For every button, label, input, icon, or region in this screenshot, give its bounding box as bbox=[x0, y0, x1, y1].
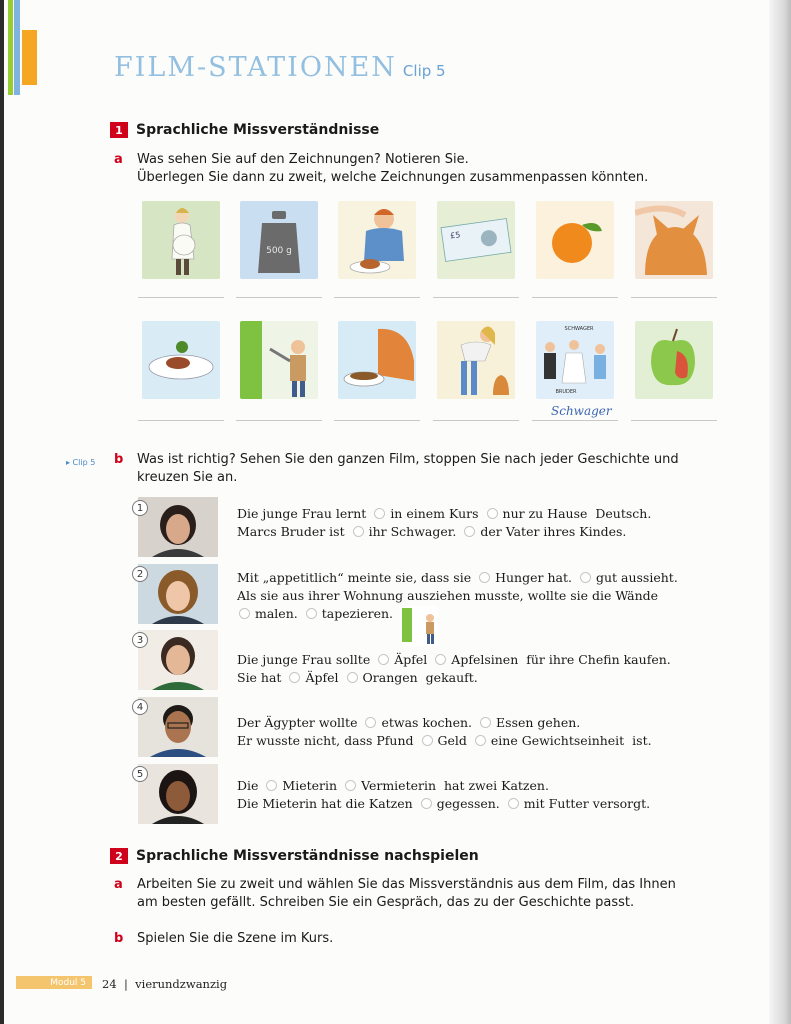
story-1-sentence-2 bbox=[237, 523, 651, 541]
handwritten-answer: Schwager bbox=[551, 404, 612, 418]
story-3-option-3: Äpfel bbox=[305, 670, 339, 685]
mini-painting-illustration bbox=[402, 606, 438, 646]
story-4-checkbox-2[interactable] bbox=[480, 717, 491, 728]
page-number: 24 bbox=[102, 977, 117, 991]
answer-line-7[interactable] bbox=[138, 420, 224, 421]
story-5-option-4: mit Futter versorgt. bbox=[523, 796, 651, 811]
page-footer bbox=[102, 977, 227, 991]
page-edge-shadow bbox=[769, 0, 791, 1024]
story-4-text-2: Er wusste nicht, dass Pfund bbox=[237, 733, 414, 748]
story-1-checkbox-3[interactable] bbox=[353, 526, 364, 537]
avatar-story-5 bbox=[138, 764, 218, 824]
section-1-title: Sprachliche Missverständnisse bbox=[136, 122, 380, 138]
answer-line-3[interactable] bbox=[334, 297, 420, 298]
story-1-option-1: in einem Kurs bbox=[390, 506, 479, 521]
section-2-number: 2 bbox=[110, 848, 128, 864]
binding-edge bbox=[0, 0, 4, 1024]
picture-man-painting-wall bbox=[240, 321, 318, 399]
task-1b-line-2: kreuzen Sie an. bbox=[137, 470, 238, 485]
story-5-checkbox-4[interactable] bbox=[508, 798, 519, 809]
story-2-option-2: gut aussieht. bbox=[595, 570, 678, 585]
task-1b-line-1: Was ist richtig? Sehen Sie den ganzen Film, stoppen Sie nach jeder Geschichte und bbox=[137, 452, 679, 467]
story-3-checkbox-3[interactable] bbox=[289, 672, 300, 683]
section-2-title: Sprachliche Missverständnisse nachspielen bbox=[136, 848, 479, 864]
task-2b-instructions bbox=[137, 930, 333, 948]
picture-woman-feeding-cat bbox=[437, 321, 515, 399]
answer-line-12[interactable] bbox=[631, 420, 717, 421]
picture-cat-food-bowl bbox=[338, 321, 416, 399]
story-1-option-3: ihr Schwager. bbox=[368, 524, 457, 539]
story-2-checkbox-3[interactable] bbox=[239, 608, 250, 619]
story-5-checkbox-2[interactable] bbox=[345, 780, 356, 791]
story-5-text-1-end: hat zwei Katzen. bbox=[443, 778, 549, 793]
story-2-option-3: malen. bbox=[255, 606, 298, 621]
story-1-checkbox-1[interactable] bbox=[374, 508, 385, 519]
section-1-header bbox=[110, 122, 379, 138]
task-1b-instructions bbox=[137, 451, 679, 487]
story-3-text-2: Sie hat bbox=[237, 670, 282, 685]
story-3-sentence-2 bbox=[237, 669, 671, 687]
story-1-text-2: Marcs Bruder ist bbox=[237, 524, 345, 539]
picture-weight bbox=[240, 201, 318, 279]
story-5-number: 5 bbox=[132, 766, 148, 782]
task-2a-line-2: am besten gefällt. Schreiben Sie ein Gespräch, das zu der Geschichte passt. bbox=[137, 895, 635, 910]
story-3-checkbox-1[interactable] bbox=[378, 654, 389, 665]
section-1-number: 1 bbox=[110, 122, 128, 138]
story-3-checkbox-2[interactable] bbox=[435, 654, 446, 665]
story-1-sentence-1 bbox=[237, 505, 651, 523]
picture-orange bbox=[536, 201, 614, 279]
story-3-text-2-end: gekauft. bbox=[425, 670, 478, 685]
story-1-checkbox-2[interactable] bbox=[487, 508, 498, 519]
story-5-sentence-2 bbox=[237, 795, 650, 813]
story-3-option-1: Äpfel bbox=[394, 652, 428, 667]
task-1a-line-1: Was sehen Sie auf den Zeichnungen? Notieren Sie. bbox=[137, 152, 469, 167]
story-1-text-1-end: Deutsch. bbox=[595, 506, 652, 521]
clip-reference[interactable]: ▸ Clip 5 bbox=[66, 458, 96, 467]
task-1b-letter: b bbox=[114, 452, 124, 467]
story-3-option-4: Orangen bbox=[362, 670, 418, 685]
picture-pregnant-woman bbox=[142, 201, 220, 279]
sign-top-label: SCHWAGER bbox=[564, 326, 594, 332]
clip-label: Clip 5 bbox=[402, 62, 446, 80]
story-1-checkbox-4[interactable] bbox=[464, 526, 475, 537]
page-title bbox=[114, 52, 446, 83]
page-separator: | bbox=[123, 977, 128, 991]
story-4-option-1: etwas kochen. bbox=[381, 715, 473, 730]
story-4-text-1: Der Ägypter wollte bbox=[237, 715, 358, 730]
task-1a-letter: a bbox=[114, 152, 123, 167]
tab-strip-green bbox=[8, 0, 13, 95]
picture-apple bbox=[635, 321, 713, 399]
story-1-option-2: nur zu Hause bbox=[502, 506, 588, 521]
story-1-option-4: der Vater ihres Kindes. bbox=[480, 524, 627, 539]
module-tag: Modul 5 bbox=[16, 976, 92, 989]
story-1-text-1: Die junge Frau lernt bbox=[237, 506, 367, 521]
answer-line-6[interactable] bbox=[631, 297, 717, 298]
page-number-word: vierundzwanzig bbox=[135, 977, 228, 991]
story-4-checkbox-3[interactable] bbox=[422, 735, 433, 746]
task-2b-letter: b bbox=[114, 931, 124, 946]
story-5-option-3: gegessen. bbox=[436, 796, 500, 811]
story-2-checkbox-1[interactable] bbox=[479, 572, 490, 583]
sign-bottom-label: BRUDER bbox=[555, 389, 577, 395]
weight-label: 500 g bbox=[266, 246, 292, 256]
story-5-text-1: Die bbox=[237, 778, 259, 793]
story-5-sentence-1 bbox=[237, 777, 650, 795]
story-2-text bbox=[237, 569, 678, 623]
answer-line-4[interactable] bbox=[433, 297, 519, 298]
story-3-text-1-end: für ihre Chefin kaufen. bbox=[526, 652, 671, 667]
story-4-checkbox-4[interactable] bbox=[475, 735, 486, 746]
story-4-text-2-end: ist. bbox=[632, 733, 652, 748]
task-1a-instructions bbox=[137, 151, 648, 187]
story-3-text bbox=[237, 651, 671, 687]
answer-line-2[interactable] bbox=[236, 297, 322, 298]
answer-line-1[interactable] bbox=[138, 297, 224, 298]
answer-line-11[interactable] bbox=[532, 420, 618, 421]
answer-line-8[interactable] bbox=[236, 420, 322, 421]
task-2a-letter: a bbox=[114, 877, 123, 892]
picture-wedding-family bbox=[536, 321, 614, 399]
picture-cat bbox=[635, 201, 713, 279]
story-5-text bbox=[237, 777, 650, 813]
story-1-number: 1 bbox=[132, 500, 148, 516]
story-3-checkbox-4[interactable] bbox=[347, 672, 358, 683]
story-1-text bbox=[237, 505, 651, 541]
svg-text:£5: £5 bbox=[449, 230, 461, 241]
story-5-checkbox-1[interactable] bbox=[266, 780, 277, 791]
story-4-number: 4 bbox=[132, 699, 148, 715]
story-2-number: 2 bbox=[132, 566, 148, 582]
story-4-text bbox=[237, 714, 652, 750]
story-2-text-2: Als sie aus ihrer Wohnung ausziehen musste, wollte sie die Wände bbox=[237, 588, 659, 603]
picture-food-plate bbox=[142, 321, 220, 399]
story-4-option-2: Essen gehen. bbox=[496, 715, 581, 730]
answer-line-9[interactable] bbox=[334, 420, 420, 421]
story-4-option-3: Geld bbox=[437, 733, 467, 748]
story-5-option-1: Mieterin bbox=[282, 778, 338, 793]
page-title-text: FILM-STATIONEN bbox=[114, 52, 397, 83]
avatar-story-1 bbox=[138, 497, 218, 557]
story-3-text-1: Die junge Frau sollte bbox=[237, 652, 371, 667]
task-2b-line-1: Spielen Sie die Szene im Kurs. bbox=[137, 931, 334, 946]
story-2-sentence-3 bbox=[237, 605, 678, 623]
task-1a-line-2: Überlegen Sie dann zu zweit, welche Zeichnungen zusammenpassen könnten. bbox=[137, 170, 649, 185]
story-2-sentence-1 bbox=[237, 569, 678, 587]
task-2a-line-1: Arbeiten Sie zu zweit und wählen Sie das Missverständnis aus dem Film, das Ihnen bbox=[137, 877, 676, 892]
answer-line-10[interactable] bbox=[433, 420, 519, 421]
story-4-checkbox-1[interactable] bbox=[365, 717, 376, 728]
story-2-option-4: tapezieren. bbox=[321, 606, 393, 621]
story-4-sentence-2 bbox=[237, 732, 652, 750]
tab-strip-orange bbox=[22, 30, 37, 85]
avatar-story-4 bbox=[138, 697, 218, 757]
task-2a-instructions bbox=[137, 876, 676, 912]
story-2-checkbox-4[interactable] bbox=[306, 608, 317, 619]
answer-line-5[interactable] bbox=[532, 297, 618, 298]
story-3-option-2: Apfelsinen bbox=[451, 652, 519, 667]
story-4-sentence-1 bbox=[237, 714, 652, 732]
story-3-sentence-1 bbox=[237, 651, 671, 669]
story-3-number: 3 bbox=[132, 632, 148, 648]
story-2-option-1: Hunger hat. bbox=[495, 570, 572, 585]
picture-man-eating bbox=[338, 201, 416, 279]
avatar-story-3 bbox=[138, 630, 218, 690]
story-5-checkbox-3[interactable] bbox=[421, 798, 432, 809]
story-5-text-2: Die Mieterin hat die Katzen bbox=[237, 796, 413, 811]
section-2-header bbox=[110, 848, 479, 864]
story-5-option-2: Vermieterin bbox=[361, 778, 437, 793]
story-4-option-4: eine Gewichtseinheit bbox=[490, 733, 625, 748]
story-2-text-1: Mit „appetitlich“ meinte sie, dass sie bbox=[237, 570, 472, 585]
tab-strip-blue bbox=[14, 0, 20, 95]
avatar-story-2 bbox=[138, 564, 218, 624]
picture-banknote bbox=[437, 201, 515, 279]
story-2-checkbox-2[interactable] bbox=[580, 572, 591, 583]
